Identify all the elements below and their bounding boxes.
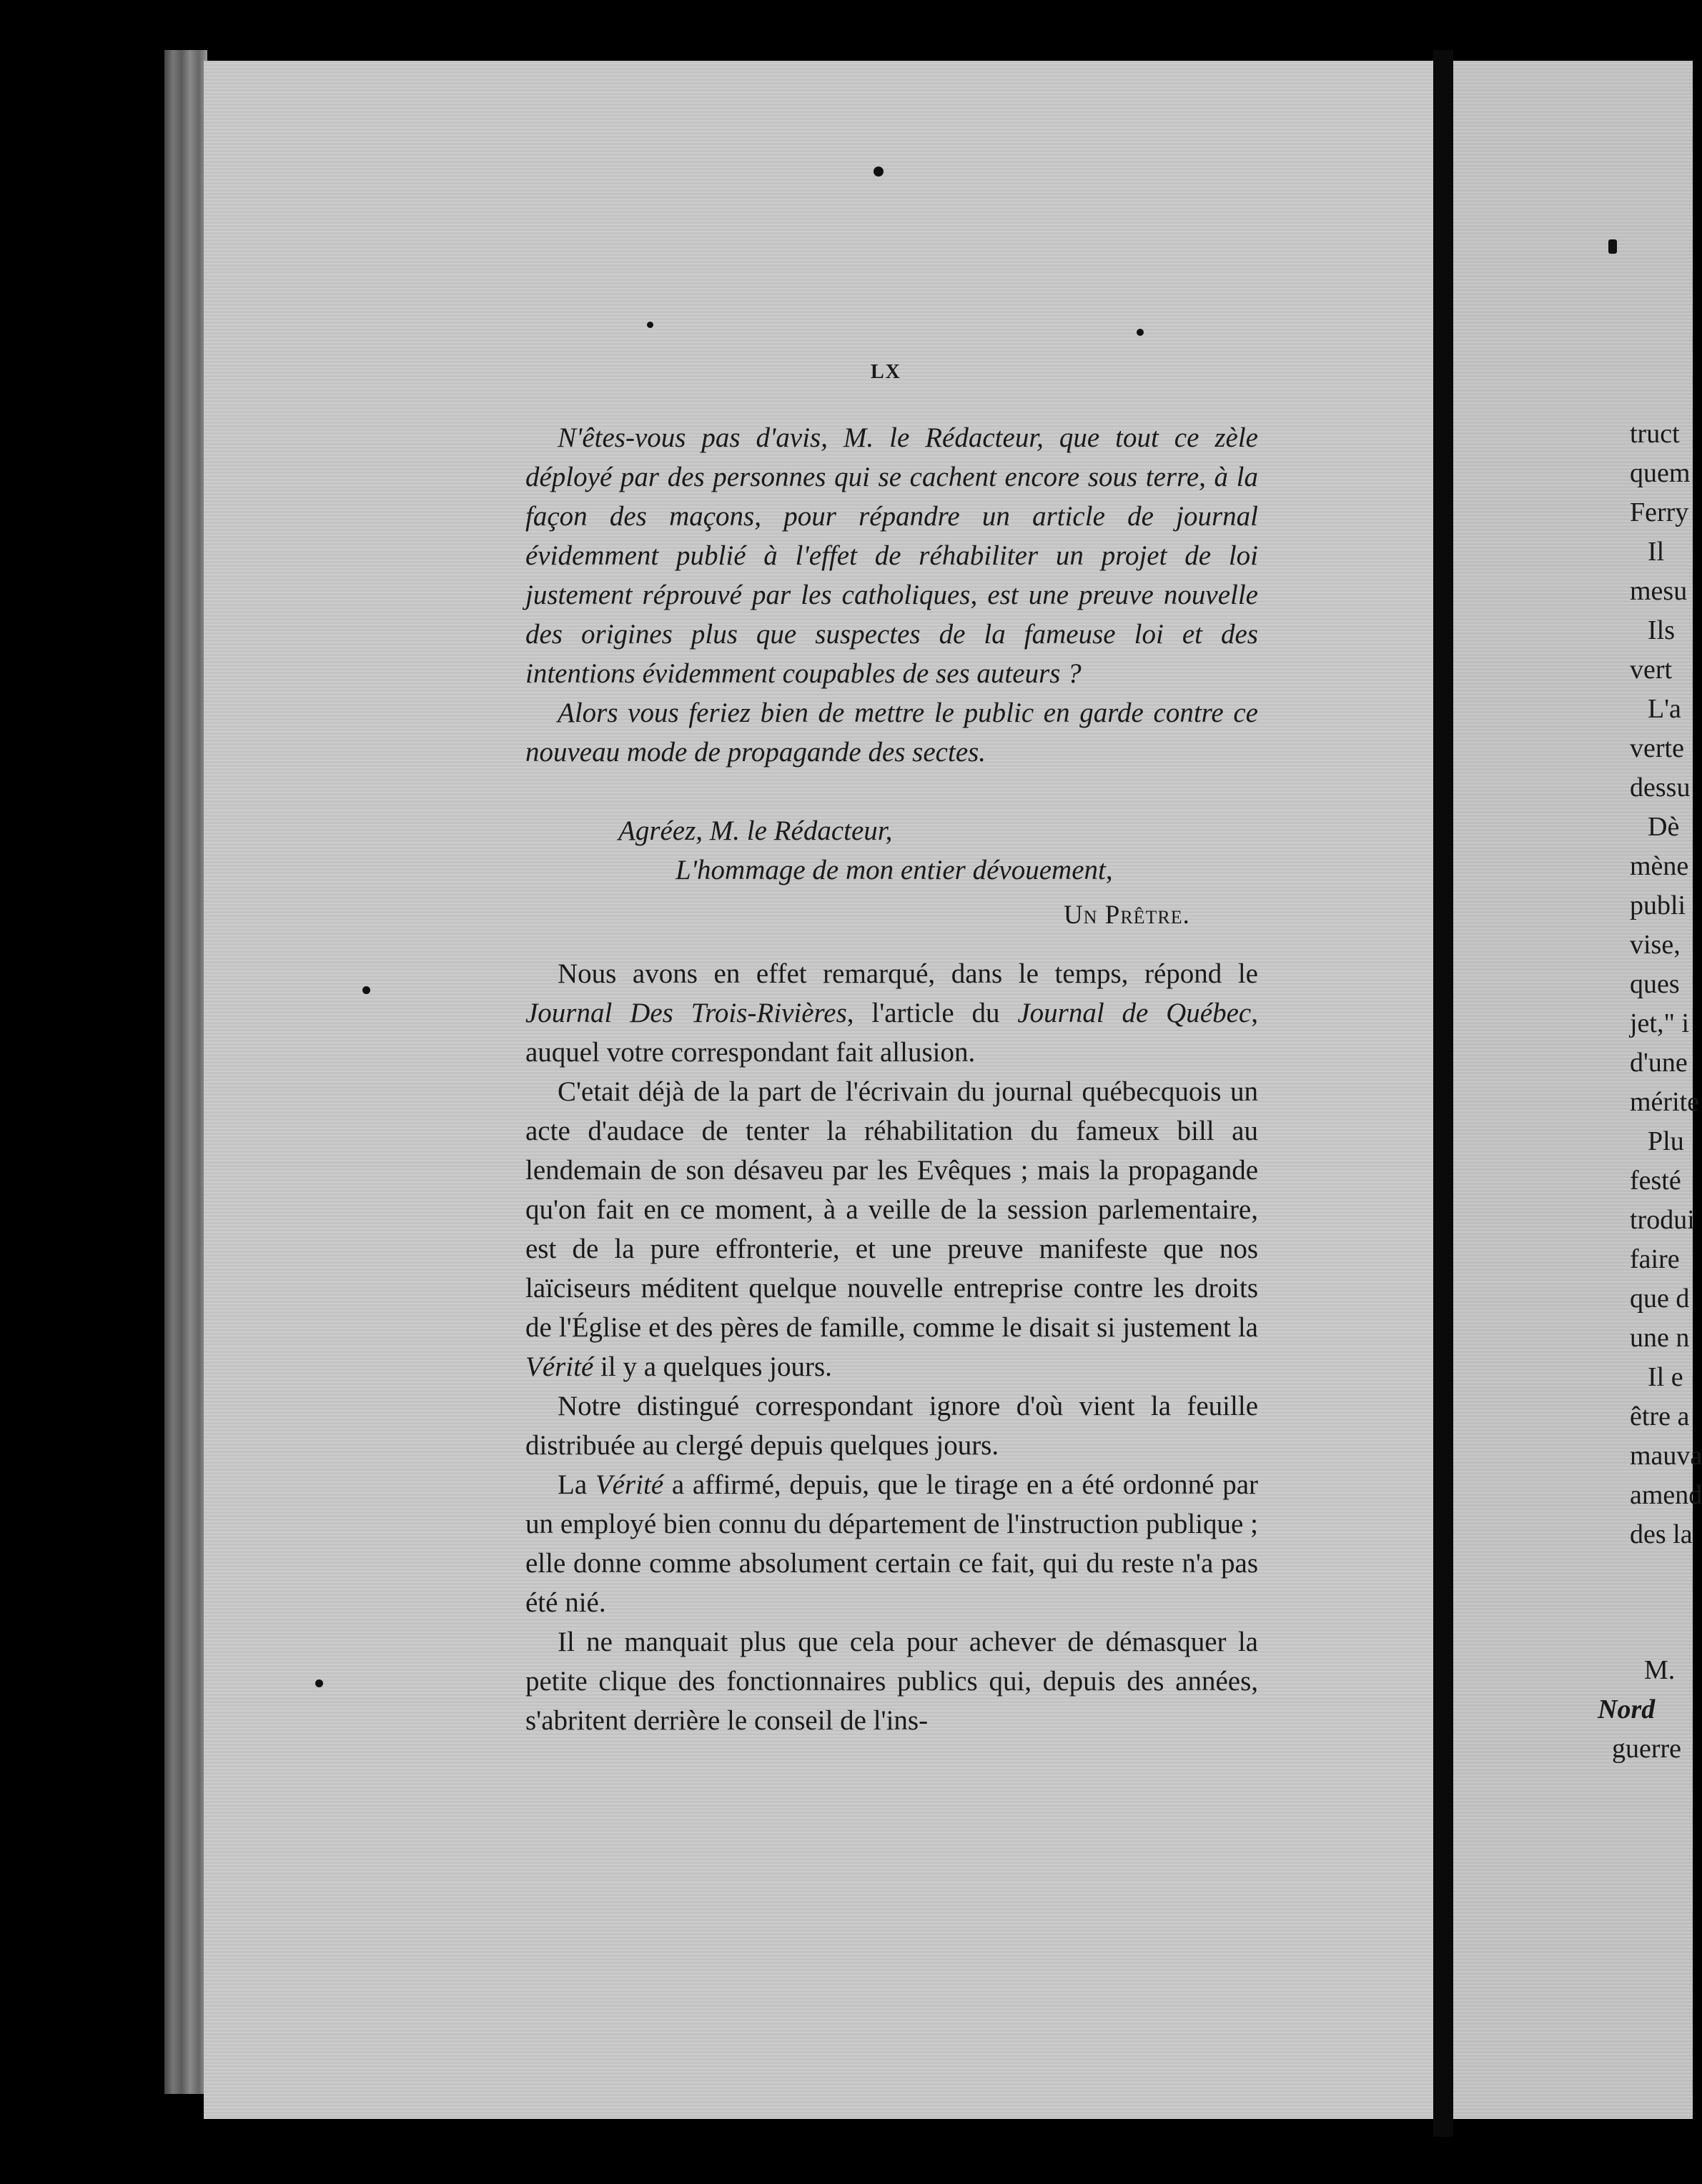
right-line: Ils [1648, 615, 1675, 645]
response-paragraph-1: Nous avons en effet remarqué, dans le temps, répond le Journal Des Trois-Rivières, l'article du Journal de Québec, auquel votre correspondant fait allusion. [525, 958, 1258, 1068]
page-stack-edge [164, 50, 207, 2094]
letter-paragraph-2: Alors vous feriez bien de mettre le public en garde contre ce nouveau mode de propagande des sectes. [525, 698, 1258, 768]
right-line: Dè [1648, 812, 1680, 842]
right-line: verte [1630, 733, 1684, 763]
response-paragraph-3: Notre distingué correspondant ignore d'où vient la feuille distribuée au clergé depuis quelques jours. [525, 1391, 1258, 1461]
response-paragraph-2: C'etait déjà de la part de l'écrivain du journal québecquois un acte d'audace de tenter la réhabilitation du fameux bill au lendemain de son désaveu par les Evêques ; mais la propagande qu'on fait en ce moment, à a veille de la session parlementaire, est de la pure effronterie, et une preuve manifeste que nos laïciseurs méditent quelque nouvelle entreprise contre les droits de l'Église et des pères de famille, comme le disait si justement la Vérité il y a quelques jours. [525, 1076, 1258, 1382]
right-line: dessu [1630, 773, 1691, 803]
right-line: L'a [1648, 694, 1681, 724]
scan-speck [315, 1679, 323, 1687]
right-line: faire [1630, 1244, 1680, 1274]
right-line: Il [1648, 537, 1665, 567]
right-line: Ferry [1630, 497, 1689, 527]
letter-signature: Un Prêtre. [1064, 900, 1190, 930]
right-line: mène [1630, 851, 1689, 881]
right-line: quem [1630, 458, 1691, 488]
closing-homage: L'hommage de mon entier dévouement, [676, 855, 1113, 885]
right-line: Plu [1648, 1126, 1684, 1156]
right-line: publi [1630, 890, 1686, 920]
right-line: amend [1630, 1480, 1702, 1510]
letter-paragraph-1: N'êtes-vous pas d'avis, M. le Rédacteur, que tout ce zèle déployé par des personnes qui se cachent encore sous terre, à la façon des maçons, pour répandre un article de journal évidemment publié à l'effet de réhabiliter un projet de loi justement réprouvé par les catholiques, est une preuve nouvelle des origines plus que suspectes de la fameuse loi et des intentions évidemment coupables de ses auteurs ? [525, 422, 1258, 689]
right-line: mérite [1630, 1087, 1700, 1117]
right-line: des la [1630, 1519, 1693, 1549]
book-gutter [1433, 50, 1453, 2137]
letter-body [525, 418, 1258, 772]
response-paragraph-4: La Vérité a affirmé, depuis, que le tirage en a été ordonné par un employé bien connu du département de l'instruction publique ; elle donne comme absolument certain ce fait, qui du reste n'a pas été nié. [525, 1469, 1258, 1618]
right-line: que d [1630, 1284, 1690, 1314]
right-line: trodui [1630, 1205, 1695, 1235]
right-line: vise, [1630, 930, 1681, 960]
right-line: d'une [1630, 1048, 1688, 1078]
scan-speck [874, 167, 884, 177]
right-line: mesu [1630, 576, 1688, 606]
scan-speck [362, 986, 370, 994]
right-line: guerre [1612, 1734, 1682, 1764]
right-line: jet," i [1630, 1008, 1690, 1038]
response-paragraph-5: Il ne manquait plus que cela pour achever de démasquer la petite clique des fonctionnaires publics qui, depuis des années, s'abritent derrière le conseil de l'ins- [525, 1627, 1258, 1736]
right-line: Il e [1648, 1362, 1683, 1392]
scan-speck [1608, 239, 1617, 254]
right-line: Nord [1598, 1694, 1656, 1724]
right-line: être a [1630, 1401, 1690, 1431]
right-line: mauva [1630, 1441, 1702, 1471]
scan-speck [647, 322, 653, 328]
response-body [525, 954, 1258, 1740]
page-folio: LX [871, 361, 901, 383]
closing-salutation: Agréez, M. le Rédacteur, [618, 815, 893, 846]
scan-speck [1137, 329, 1144, 336]
right-line: truct [1630, 419, 1680, 449]
right-line: une n [1630, 1323, 1690, 1353]
right-line: M. [1644, 1655, 1676, 1685]
right-line: ques [1630, 969, 1680, 999]
right-line: festé [1630, 1166, 1681, 1196]
right-line: vert [1630, 655, 1673, 685]
